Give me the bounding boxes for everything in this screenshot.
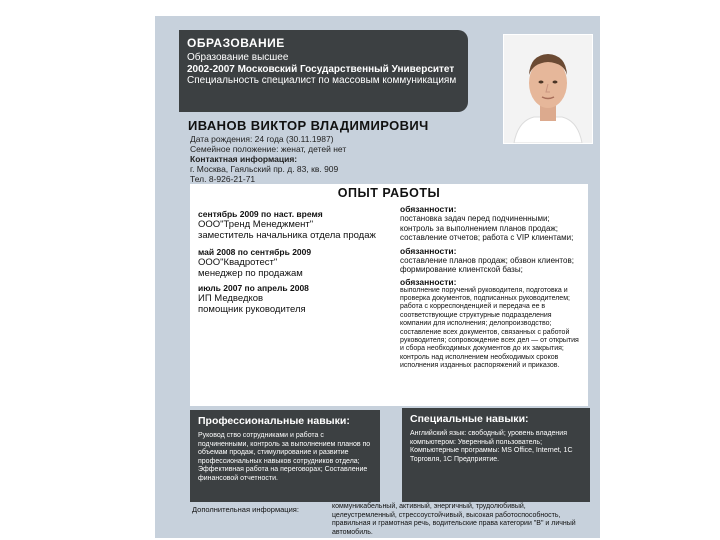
special-skills-heading: Специальные навыки: (410, 413, 529, 425)
duty-text: составление планов продаж; обзвон клиентов; формирование клиентской базы; (400, 255, 574, 274)
job-company: ООО"Тренд Менеджмент" (198, 219, 314, 230)
education-university: 2002-2007 Московский Государственный Университет (187, 63, 455, 75)
experience-section (190, 184, 588, 406)
contact-label: Контактная информация: (190, 154, 298, 164)
professional-skills-text: Руковод ство сотрудниками и работа с подчиненными, контроль за выполнением планов по объемам продаж, стимулирование и развитие профессиональных навыков сотрудников отдела; Эффективная работа на переговорах; Составление финансовой отчетности. (198, 432, 371, 482)
phone: Тел. 8-926-21-71 (190, 174, 256, 184)
education-block (179, 30, 468, 112)
duty-text: выполнение поручений руководителя, подготовка и проверка документов, подписанных руководителем; работа с корреспонденцией и передача ее в соответствующие структурные подразделения компании для исполнения; делопроизводство; составление всех документов, связанных с работой руководителя; сопровождение всех дел — от открытия и сбора необходимых документов до их закрытия; контроль над исполнением необходимых сроков исполнения изданных распоряжений и приказов. (400, 286, 579, 370)
experience-title: ОПЫТ РАБОТЫ (337, 186, 441, 200)
duty-heading: обязанности: (400, 245, 457, 256)
job-company: ИП Медведков (198, 293, 264, 304)
duty-text: постановка задач перед подчиненными; контроль за выполнением планов продаж; составление отчетов; работа с VIP клиентами; (400, 214, 574, 242)
special-skills-block (402, 408, 590, 502)
job-item (198, 247, 388, 279)
job-item (198, 209, 388, 241)
job-period: май 2008 по сентябрь 2009 (198, 247, 312, 257)
address: г. Москва, Гаяльский пр. д. 83, кв. 909 (190, 164, 339, 174)
job-period: июль 2007 по апрель 2008 (198, 283, 309, 293)
special-skills-text: Английский язык: свободный; уровень владения компьютером: Уверенный пользователь; Компьютерные программы: MS Office, Internet, 1С Торговля, 1С Предприятие. (410, 430, 573, 463)
duty-heading: обязанности: (400, 204, 457, 214)
profile-photo (503, 34, 593, 144)
family-status: Семейное положение: женат, детей нет (190, 144, 347, 154)
education-speciality: Специальность специалист по массовым коммуникациям (187, 75, 457, 86)
duty-heading: обязанности: (400, 276, 457, 287)
professional-skills-heading: Профессиональные навыки: (198, 415, 350, 427)
person-name: ИВАНОВ ВИКТОР ВЛАДИМИРОВИЧ (188, 118, 429, 133)
duty-item (400, 277, 584, 371)
job-position: заместитель начальника отдела продаж (198, 230, 376, 241)
additional-info-label: Дополнительная информация: (192, 505, 299, 514)
jobs-list (198, 205, 388, 315)
duties-list (400, 202, 584, 371)
job-company: ООО"Квадротест" (198, 257, 278, 268)
education-level: Образование высшее (187, 52, 289, 63)
job-item (198, 283, 388, 315)
job-period: сентябрь 2009 по наст. время (198, 209, 323, 219)
professional-skills-block (190, 410, 380, 502)
duty-item (400, 204, 584, 243)
duty-item (400, 246, 584, 275)
additional-info-text: коммуникабельный, активный, энергичный, трудолюбивый, целеустремленный, стрессоустойчивый, высокая работоспособность, правильная и грамотная речь, водительские права категории "В" и личный автомобиль. (332, 503, 576, 536)
job-position: помощник руководителя (198, 304, 306, 315)
job-position: менеджер по продажам (198, 268, 303, 279)
birth-date: Дата рождения: 24 года (30.11.1987) (190, 134, 334, 144)
education-heading: ОБРАЗОВАНИЕ (187, 36, 285, 50)
additional-info (190, 503, 590, 536)
person-photo-icon (504, 35, 592, 143)
